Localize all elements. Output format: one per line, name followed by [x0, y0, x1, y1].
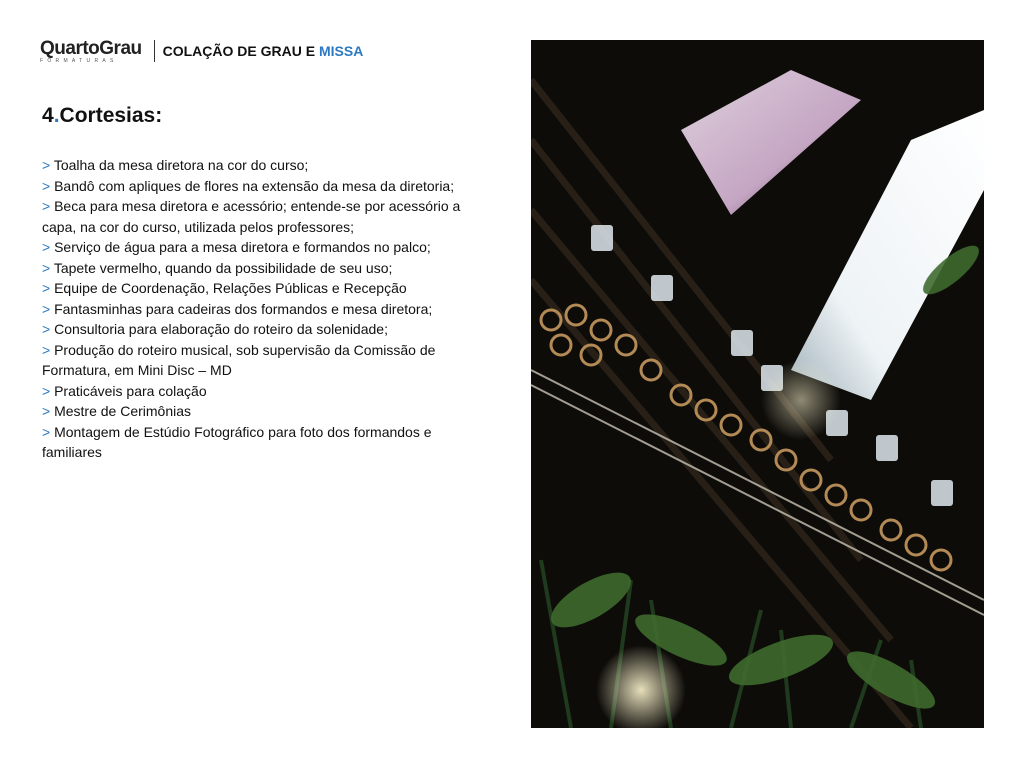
- bullet-arrow: >: [42, 239, 51, 255]
- list-item: [42, 340, 482, 381]
- courtesy-list: [42, 155, 482, 463]
- list-item: [42, 299, 482, 320]
- list-item-text: Tapete vermelho, quando da possibilidade de seu uso;: [50, 259, 393, 276]
- list-item-text: Montagem de Estúdio Fotográfico para foto dos formandos e familiares: [42, 423, 432, 460]
- list-item: [42, 381, 482, 402]
- bullet-arrow: >: [42, 382, 51, 399]
- logo: [40, 39, 142, 64]
- bullet-arrow: >: [42, 177, 51, 194]
- list-item-text: Produção do roteiro musical, sob supervisão da Comissão de Formatura, em Mini Disc – MD: [42, 341, 436, 378]
- bullet-arrow: >: [42, 423, 51, 440]
- page-title-accent: MISSA: [318, 43, 364, 59]
- bullet-arrow: >: [42, 300, 51, 317]
- header-divider: [154, 40, 155, 62]
- header: [40, 38, 363, 64]
- list-item-text: Equipe de Coordenação, Relações Públicas e Recepção: [50, 280, 407, 296]
- list-item-text: Toalha da mesa diretora na cor do curso;: [50, 157, 309, 173]
- list-item: [42, 319, 482, 340]
- bullet-arrow: >: [42, 403, 51, 419]
- event-photo: [531, 40, 984, 728]
- list-item: [42, 196, 482, 237]
- bullet-arrow: >: [42, 259, 51, 276]
- list-item-text: Serviço de água para a mesa diretora e formandos no palco;: [50, 239, 431, 255]
- section-number: 4: [42, 104, 54, 127]
- section-title: Cortesias:: [59, 104, 163, 127]
- list-item: [42, 155, 482, 176]
- list-item: [42, 176, 482, 197]
- list-item: [42, 258, 482, 279]
- bullet-arrow: >: [42, 198, 51, 214]
- bullet-arrow: >: [42, 157, 51, 173]
- bullet-arrow: >: [42, 280, 51, 296]
- list-item: [42, 237, 482, 258]
- list-item-text: Mestre de Cerimônias: [50, 403, 192, 419]
- bullet-arrow: >: [42, 321, 51, 337]
- list-item-text: Fantasminhas para cadeiras dos formandos e mesa diretora;: [50, 300, 433, 317]
- list-item-text: Beca para mesa diretora e acessório; entende-se por acessório a capa, na cor do curso, utilizada pelos professores;: [42, 198, 461, 235]
- list-item-text: Bandô com apliques de flores na extensão da mesa da diretoria;: [50, 177, 455, 194]
- page-title: [163, 43, 364, 59]
- event-photo-graphic: [531, 40, 984, 728]
- list-item: [42, 422, 482, 463]
- logo-subtext: FORMATURAS: [40, 57, 118, 64]
- section-heading: [42, 104, 162, 128]
- bullet-arrow: >: [42, 341, 51, 358]
- list-item-text: Praticáveis para colação: [50, 382, 207, 399]
- list-item-text: Consultoria para elaboração do roteiro da solenidade;: [50, 321, 388, 337]
- list-item: [42, 401, 482, 422]
- logo-text: QuartoGrau: [40, 37, 142, 59]
- list-item: [42, 278, 482, 299]
- page-title-main: COLAÇÃO DE GRAU E: [162, 43, 316, 59]
- section-dot: .: [53, 104, 60, 127]
